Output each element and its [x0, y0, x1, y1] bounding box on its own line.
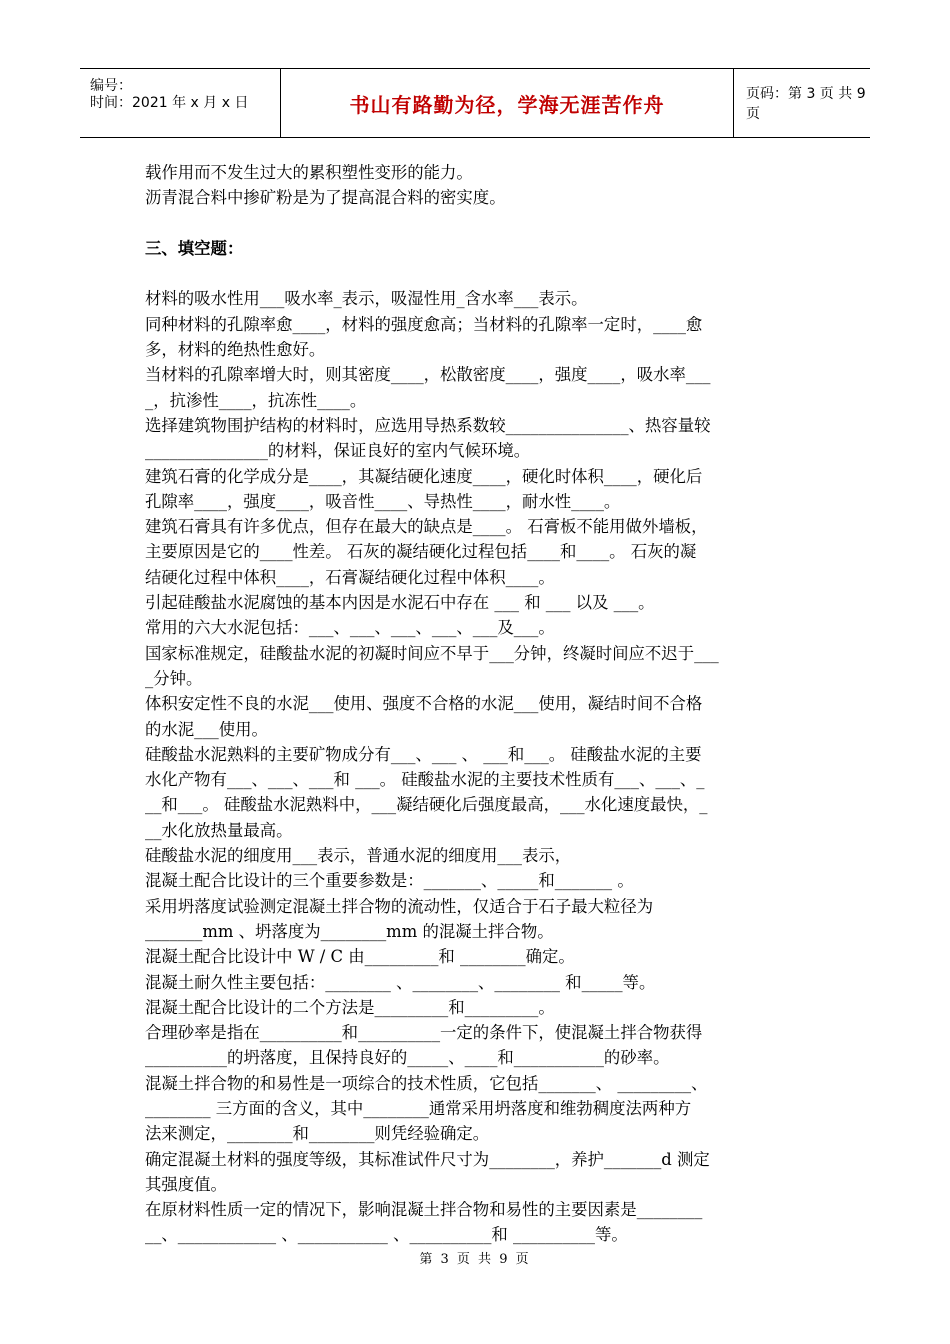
- body-line: 的水泥___使用。: [145, 719, 268, 739]
- body-line: 孔隙率____，强度____，吸音性____、导热性____，耐水性____。: [145, 491, 621, 511]
- body-line: __________的坍落度，且保持良好的_____、____和___________的砂率。: [145, 1048, 670, 1068]
- body-line: ________ 三方面的含义，其中________通常采用坍落度和维勃稠度法两种方: [145, 1098, 692, 1118]
- section-title: 三、填空题：: [145, 238, 244, 258]
- body-line: 常用的六大水泥包括：___、___、___、___、___及___。: [145, 618, 555, 638]
- body-line: 混凝土配合比设计中 W / C 由_________和 ________确定。: [145, 947, 575, 967]
- body-line: 混凝土耐久性主要包括：________ 、________、________ 和_____等。: [145, 972, 656, 992]
- body-line: 引起硅酸盐水泥腐蚀的基本内因是水泥石中存在 ___ 和 ___ 以及 ___。: [145, 593, 655, 613]
- blank-line: [145, 211, 809, 236]
- body-line: 采用坍落度试验测定混凝土拌合物的流动性，仅适合于石子最大粒径为: [145, 896, 654, 916]
- body-line: _，抗渗性____，抗冻性____。: [145, 390, 367, 410]
- body-line: 其强度值。: [145, 1174, 227, 1194]
- body-line: 混凝土配合比设计的三个重要参数是：_______、_____和_______ 。: [145, 871, 634, 891]
- motto-text: 书山有路勤为径，学海无涯苦作舟: [349, 92, 665, 117]
- body-line: 混凝土拌合物的和易性是一项综合的技术性质，它包括_______、 _________、: [145, 1073, 708, 1093]
- body-line: 硅酸盐水泥熟料的主要矿物成分有___、___ 、 ___和___。 硅酸盐水泥的主要: [145, 744, 702, 764]
- page-header: [80, 68, 870, 138]
- blank-line: [145, 261, 809, 286]
- body-line: 选择建筑物围护结构的材料时，应选用导热系数较_______________、热容量较: [145, 415, 711, 435]
- header-page-cell: [734, 69, 870, 137]
- body-line: 载作用而不发生过大的累积塑性变形的能力。: [145, 163, 473, 182]
- body-line: 多，材料的绝热性愈好。: [145, 340, 326, 360]
- body-line: 硅酸盐水泥的细度用___表示，普通水泥的细度用___表示，: [145, 846, 572, 866]
- body-line: __水化放热量最高。: [145, 820, 293, 840]
- body-line: _______mm 、坍落度为________mm 的混凝土拌合物。: [145, 921, 554, 941]
- body-line: 国家标准规定，硅酸盐水泥的初凝时间应不早于___分钟，终凝时间应不迟于___: [145, 643, 719, 663]
- body-line: 建筑石膏的化学成分是____，其凝结硬化速度____，硬化时体积____，硬化后: [145, 466, 703, 486]
- body-line: 结硬化过程中体积____，石膏凝结硬化过程中体积____。: [145, 567, 555, 587]
- body-line: 法来测定，________和________则凭经验确定。: [145, 1124, 490, 1144]
- doc-time-label: 时间：2021 年 x 月 x 日: [90, 95, 249, 111]
- page-footer: 第 3 页 共 9 页: [419, 1252, 531, 1267]
- body-line: 材料的吸水性用___吸水率_表示，吸湿性用_含水率___表示。: [145, 289, 588, 309]
- body-line: 当材料的孔隙率增大时，则其密度____，松散密度____，强度____，吸水率___: [145, 365, 711, 385]
- body-line: _分钟。: [145, 668, 203, 688]
- body-line: _______________的材料，保证良好的室内气候环境。: [145, 441, 531, 461]
- body-line: 建筑石膏具有许多优点，但存在最大的缺点是____。 石膏板不能用做外墙板，: [145, 517, 708, 537]
- body-line: 主要原因是它的____性差。 石灰的凝结硬化过程包括____和____。 石灰的凝: [145, 542, 697, 562]
- header-info-cell: [80, 69, 281, 137]
- body-line: 水化产物有___、___、___和 ___。 硅酸盐水泥的主要技术性质有___、___、_: [145, 770, 705, 790]
- body-line: __、____________ 、___________ 、__________和 __________等。: [145, 1225, 628, 1245]
- body-line: 在原材料性质一定的情况下，影响混凝土拌合物和易性的主要因素是________: [145, 1200, 703, 1220]
- header-motto-cell: [281, 69, 734, 137]
- body-line: 合理砂率是指在__________和__________一定的条件下，使混凝土拌合物获得: [145, 1023, 703, 1043]
- document-body: [145, 160, 809, 1248]
- body-line: 混凝土配合比设计的二个方法是_________和_________。: [145, 997, 555, 1017]
- header-page-code: 页码：第 3 页 共 9 页: [746, 86, 866, 122]
- body-line: 确定混凝土材料的强度等级，其标准试件尺寸为________，养护_______d 测定: [145, 1149, 710, 1169]
- body-line: 同种材料的孔隙率愈____，材料的强度愈高；当材料的孔隙率一定时，____愈: [145, 314, 703, 334]
- body-line: __和___。 硅酸盐水泥熟料中，___凝结硬化后强度最高，___水化速度最快，_: [145, 795, 708, 815]
- body-line: 沥青混合料中掺矿粉是为了提高混合料的密实度。: [145, 188, 506, 208]
- body-line: 体积安定性不良的水泥___使用、强度不合格的水泥___使用，凝结时间不合格: [145, 694, 703, 714]
- doc-code-label: 编号：: [90, 78, 132, 94]
